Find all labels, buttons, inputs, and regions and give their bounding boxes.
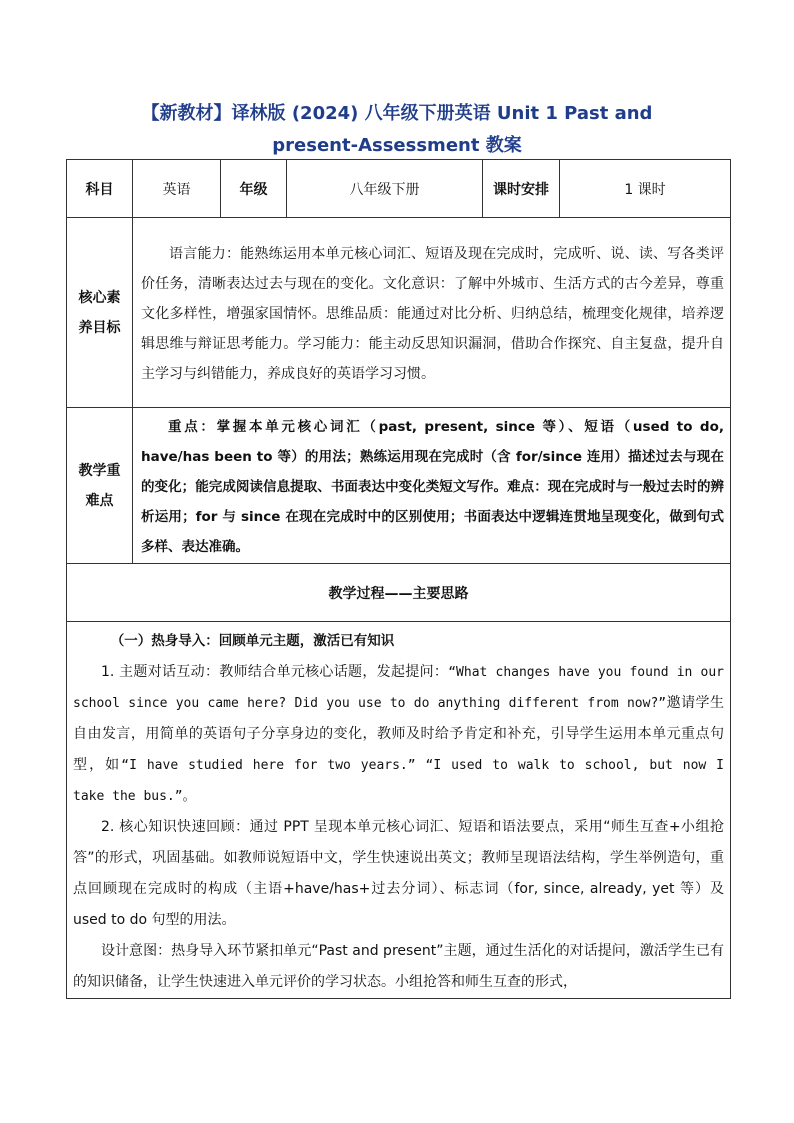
keypoints-text: 重点：掌握本单元核心词汇（past, present, since 等）、短语（used to do, have/has been to 等）的用法；熟练运用现在完成时（含 for/since 连用）描述过去与现在的变化；能完成阅读信息提取、书面表达中变化类短文写作。难点：现在完成时与一般过去时的辨析运用；for 与 since 在现在完成时中的区别使用；书面表达中逻辑连贯地呈现变化，做到句式多样、表达准确。 bbox=[141, 418, 724, 555]
step1-heading: （一）热身导入：回顾单元主题，激活已有知识 bbox=[110, 633, 395, 649]
process-section-title: 教学过程——主要思路 bbox=[67, 564, 731, 622]
design-intent-paragraph: 设计意图：热身导入环节紧扣单元“Past and present”主题，通过生活化的对话提问，激活学生已有的知识储备，让学生快速进入单元评价的学习状态。小组抢答和师生互查的形式， bbox=[73, 943, 724, 990]
lesson-plan-table bbox=[66, 159, 731, 999]
keypoints-row bbox=[67, 408, 731, 564]
info-row bbox=[67, 160, 731, 218]
literacy-label-line-1: 核心素 bbox=[78, 289, 121, 306]
subject-label: 科目 bbox=[67, 160, 133, 218]
process-body-row bbox=[67, 622, 731, 999]
grade-label: 年级 bbox=[221, 160, 287, 218]
keypoints-label-line-1: 教学重 bbox=[78, 462, 121, 479]
keypoints-label-line-2: 难点 bbox=[85, 492, 114, 509]
grade-value: 八年级下册 bbox=[287, 160, 483, 218]
title-line-2: present-Assessment 教案 bbox=[272, 135, 522, 156]
literacy-text: 语言能力：能熟练运用本单元核心词汇、短语及现在完成时，完成听、说、读、写各类评价任务，清晰表达过去与现在的变化。文化意识：了解中外城市、生活方式的古今差异，尊重文化多样性，增强家国情怀。思维品质：能通过对比分析、归纳总结，梳理变化规律，培养逻辑思维与辩证思考能力。学习能力：能主动反思知识漏洞，借助合作探究、自主复盘，提升自主学习与纠错能力，养成良好的英语学习习惯。 bbox=[141, 245, 724, 382]
process-header-row bbox=[67, 564, 731, 622]
literacy-label bbox=[67, 218, 133, 408]
keypoints-label bbox=[67, 408, 133, 564]
period-value: 1 课时 bbox=[560, 160, 731, 218]
item1-quote: “What changes have you found in our school since you came here? Did you use to do anything different from now?” bbox=[73, 665, 725, 711]
item2-paragraph: 2. 核心知识快速回顾：通过 PPT 呈现本单元核心词汇、短语和语法要点，采用“师生互查+小组抢答”的形式，巩固基础。如教师说短语中文，学生快速说出英文；教师呈现语法结构，学生举例造句，重点回顾现在完成时的构成（主语+have/has+过去分词）、标志词（for, since, already, yet 等）及 used to do 句型的用法。 bbox=[73, 819, 724, 928]
document-title bbox=[0, 98, 794, 162]
period-label: 课时安排 bbox=[483, 160, 560, 218]
title-line-1: 【新教材】译林版 (2024) 八年级下册英语 Unit 1 Past and bbox=[141, 103, 653, 124]
process-body bbox=[67, 622, 730, 998]
literacy-row bbox=[67, 218, 731, 408]
item1-paragraph bbox=[73, 657, 724, 812]
literacy-cell bbox=[133, 218, 731, 408]
process-body-cell bbox=[67, 622, 731, 999]
item1-mid: 邀请学生自由发言，用简单的英语句子分享身边的变化，教师及时给予肯定和补充，引导学生运用本单元重点句型，如 bbox=[73, 695, 725, 773]
literacy-label-line-2: 养目标 bbox=[78, 319, 121, 336]
keypoints-cell bbox=[133, 408, 731, 564]
item1-lead: 1. 主题对话互动：教师结合单元核心话题，发起提问： bbox=[101, 664, 449, 680]
item1-examples: “I have studied here for two years.” “I used to walk to school, but now I take the bus.”。 bbox=[73, 758, 724, 804]
subject-value: 英语 bbox=[133, 160, 221, 218]
